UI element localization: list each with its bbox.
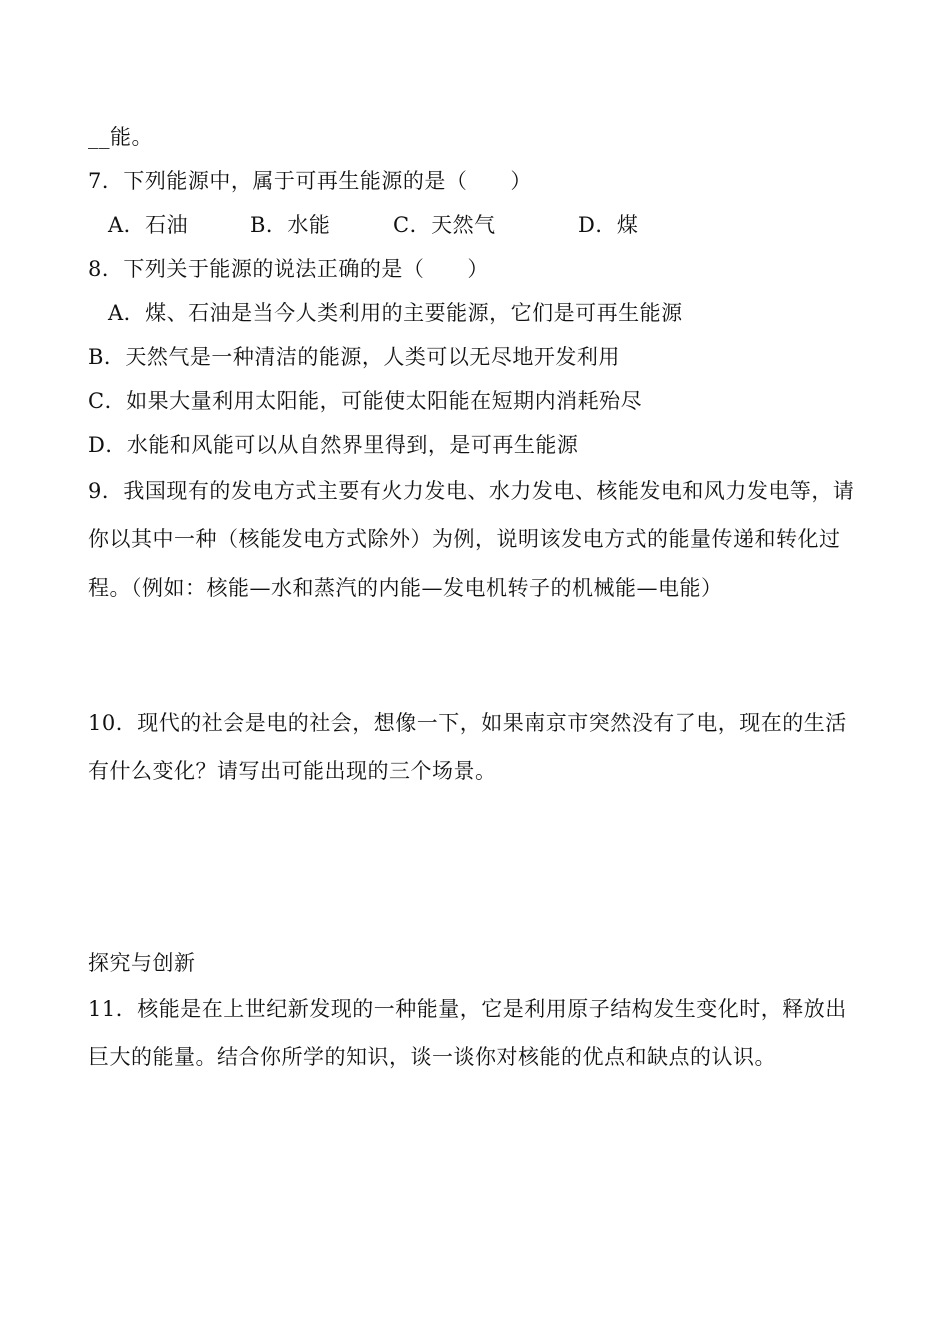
question-9-line-3: 程。（例如：核能—水和蒸汽的内能—发电机转子的机械能—电能） [88,576,723,600]
question-9-line-2: 你以其中一种（核能发电方式除外）为例，说明该发电方式的能量传递和转化过 [88,527,841,551]
question-11-line-2: 巨大的能量。结合你所学的知识，谈一谈你对核能的优点和缺点的认识。 [88,1045,776,1069]
question-9-line-1: 9．我国现有的发电方式主要有火力发电、水力发电、核能发电和风力发电等，请 [88,479,855,503]
question-8-option-c: C．如果大量利用太阳能，可能使太阳能在短期内消耗殆尽 [88,389,643,413]
section-heading: 探究与创新 [88,951,196,975]
question-7-option-d: D．煤 [578,213,639,237]
question-7-option-b: B．水能 [250,213,331,237]
question-8-option-a: A．煤、石油是当今人类利用的主要能源，它们是可再生能源 [108,301,683,325]
question-10-line-2: 有什么变化？请写出可能出现的三个场景。 [88,759,497,783]
question-7-option-a: A．石油 [108,213,189,237]
question-8-option-b: B．天然气是一种清洁的能源，人类可以无尽地开发利用 [88,345,620,369]
question-11-line-1: 11．核能是在上世纪新发现的一种能量，它是利用原子结构发生变化时，释放出 [88,997,847,1021]
question-8: 8．下列关于能源的说法正确的是（ ） [88,257,489,281]
question-8-option-d: D．水能和风能可以从自然界里得到，是可再生能源 [88,433,579,457]
question-7-option-c: C．天然气 [393,213,496,237]
answer-blank-line: __能。 [88,125,153,149]
question-10-line-1: 10．现代的社会是电的社会，想像一下，如果南京市突然没有了电，现在的生活 [88,711,847,735]
question-7: 7．下列能源中，属于可再生能源的是（ ） [88,169,532,193]
